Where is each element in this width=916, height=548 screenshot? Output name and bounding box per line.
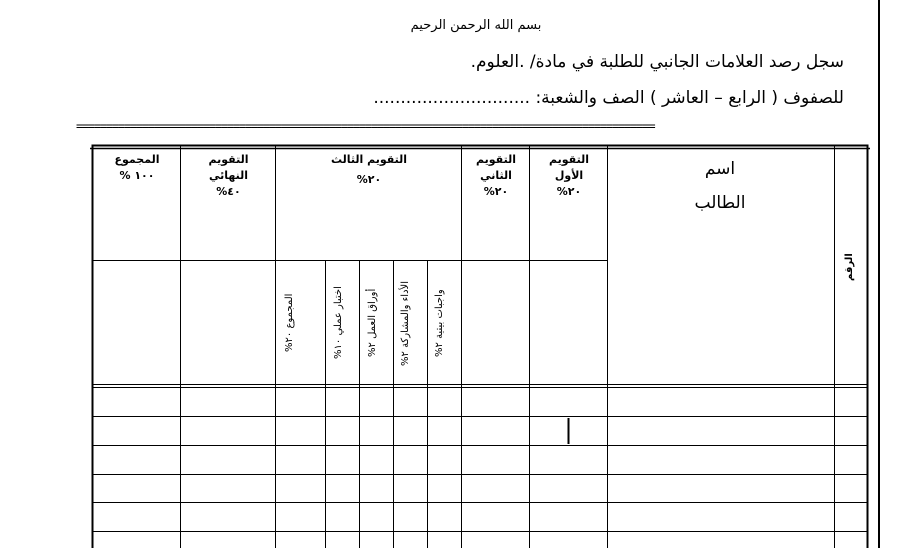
final-eval-header: التقويم النهائي ٤٠% bbox=[208, 153, 249, 198]
eval3-header: التقويم الثالث ٢٠% bbox=[330, 153, 408, 186]
number-header: الرقم bbox=[844, 253, 855, 281]
grades-line: للصفوف ( الرابع – العاشر ) الصف والشعبة: ............................. bbox=[373, 88, 844, 108]
eval3-sub-participation: الأداء والمشاركة ٢% bbox=[400, 280, 411, 366]
eval2-header: التقويم الثاني ٢٠% bbox=[476, 153, 516, 198]
eval3-sub-total: المجموع ٢٠% bbox=[284, 293, 295, 353]
separator-line: ================================================================================================ bbox=[76, 121, 655, 131]
eval3-sub-homework: واجبات بيتية ٢% bbox=[434, 289, 445, 357]
eval3-sub-worksheets: أوراق العمل ٢% bbox=[367, 288, 378, 358]
eval1-header: التقويم الأول ٢٠% bbox=[549, 153, 589, 198]
basmala: بسم الله الرحمن الرحيم bbox=[410, 18, 542, 33]
total-header: المجموع ١٠٠ % bbox=[114, 153, 160, 182]
eval3-sub-practical-test: اختبار عملي ١٠% bbox=[333, 286, 344, 360]
student-name-header: اسم الطالب bbox=[694, 159, 746, 213]
record-title: سجل رصد العلامات الجانبي للطلبة في مادة/ .العلوم. bbox=[470, 52, 844, 72]
